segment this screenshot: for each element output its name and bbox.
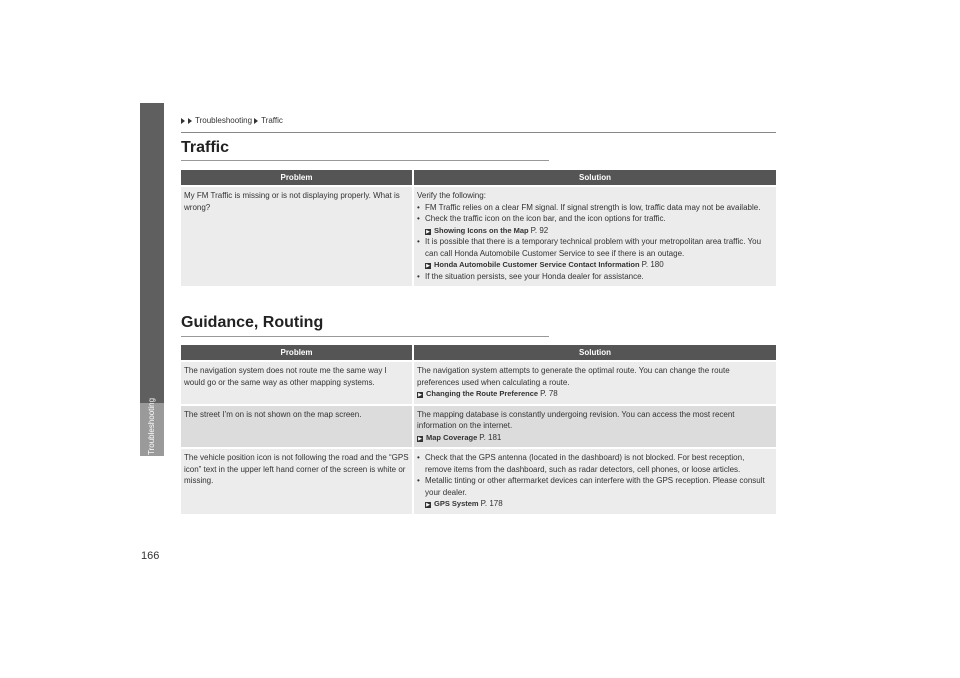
problem-cell: The street I’m on is not shown on the map screen.: [181, 405, 413, 449]
breadcrumb: [181, 116, 283, 125]
breadcrumb-arrow-icon: [254, 118, 258, 124]
table-row: [181, 448, 776, 514]
solution-bullet: • If the situation persists, see your Honda dealer for assistance.: [417, 271, 644, 281]
breadcrumb-arrow-icon: [188, 118, 192, 124]
table-header-problem: Problem: [181, 345, 413, 361]
side-tab-dark-segment: [140, 103, 164, 403]
guidance-routing-table: [181, 345, 776, 514]
section-title-rule: [181, 336, 549, 337]
solution-bullet: • Metallic tinting or other aftermarket devices can interfere with the GPS reception. Please consult your dealer.: [417, 476, 765, 497]
breadcrumb-item[interactable]: Traffic: [261, 116, 283, 125]
cross-reference-link[interactable]: ▶ Changing the Route Preference P. 78: [418, 389, 558, 398]
solution-bullet: • Check the traffic icon on the icon bar, and the icon options for traffic.: [417, 214, 666, 223]
cross-reference-link[interactable]: ▶ Honda Automobile Customer Service Contact Information P. 180: [426, 260, 664, 269]
solution-bullet: • It is possible that there is a temporary technical problem with your metropolitan area traffic. You can call Honda Automobile Customer Service to see if there is an outage.: [417, 237, 762, 258]
solution-cell: [413, 361, 776, 405]
page-number: 166: [141, 550, 160, 562]
problem-cell: The vehicle position icon is not following the road and the “GPS icon” text in the upper left hand corner of the screen is white or missing.: [181, 448, 413, 514]
breadcrumb-arrow-icon: [181, 118, 185, 124]
solution-cell: [413, 186, 776, 286]
solution-intro: Verify the following:: [417, 191, 486, 200]
side-tab-label: Troubleshooting: [147, 397, 156, 455]
table-row: [181, 361, 776, 405]
solution-cell: [413, 448, 776, 514]
table-row: [181, 186, 776, 286]
solution-cell: [413, 405, 776, 449]
cross-reference-link[interactable]: ▶ Map Coverage P. 181: [418, 432, 502, 442]
problem-cell: The navigation system does not route me the same way I would go or the same way as other mapping systems.: [181, 361, 413, 405]
table-header-problem: Problem: [181, 170, 413, 186]
cross-reference-link[interactable]: ▶ Showing Icons on the Map P. 92: [426, 225, 549, 235]
section-title-traffic: Traffic: [181, 139, 230, 156]
traffic-table: [181, 170, 776, 286]
cross-reference-link[interactable]: ▶ GPS System P. 178: [426, 499, 503, 508]
solution-bullet: • Check that the GPS antenna (located in the dashboard) is not blocked. For best reception, remove items from the dashboard, such as radar detectors, cell phones, or loose articles.: [417, 453, 745, 474]
reference-arrow-icon: ▶: [426, 263, 430, 269]
reference-arrow-icon: ▶: [426, 502, 430, 508]
breadcrumb-item[interactable]: Troubleshooting: [195, 116, 253, 125]
problem-cell: My FM Traffic is missing or is not displaying properly. What is wrong?: [181, 186, 413, 286]
header-divider: [181, 132, 776, 133]
section-title-guidance-routing: Guidance, Routing: [181, 314, 324, 331]
reference-arrow-icon: ▶: [418, 392, 422, 398]
reference-arrow-icon: ▶: [418, 435, 422, 442]
table-header-solution: Solution: [413, 170, 776, 186]
section-title-rule: [181, 160, 549, 161]
reference-arrow-icon: ▶: [426, 228, 430, 235]
table-header-solution: Solution: [413, 345, 776, 361]
table-row: [181, 405, 776, 449]
solution-text: The navigation system attempts to generate the optimal route. You can change the route preferences used when calculating a route.: [417, 366, 730, 387]
solution-bullet: • FM Traffic relies on a clear FM signal. If signal strength is low, traffic data may not be available.: [417, 202, 761, 212]
solution-text: The mapping database is constantly undergoing revision. You can access the most recent information on the internet.: [417, 409, 735, 430]
